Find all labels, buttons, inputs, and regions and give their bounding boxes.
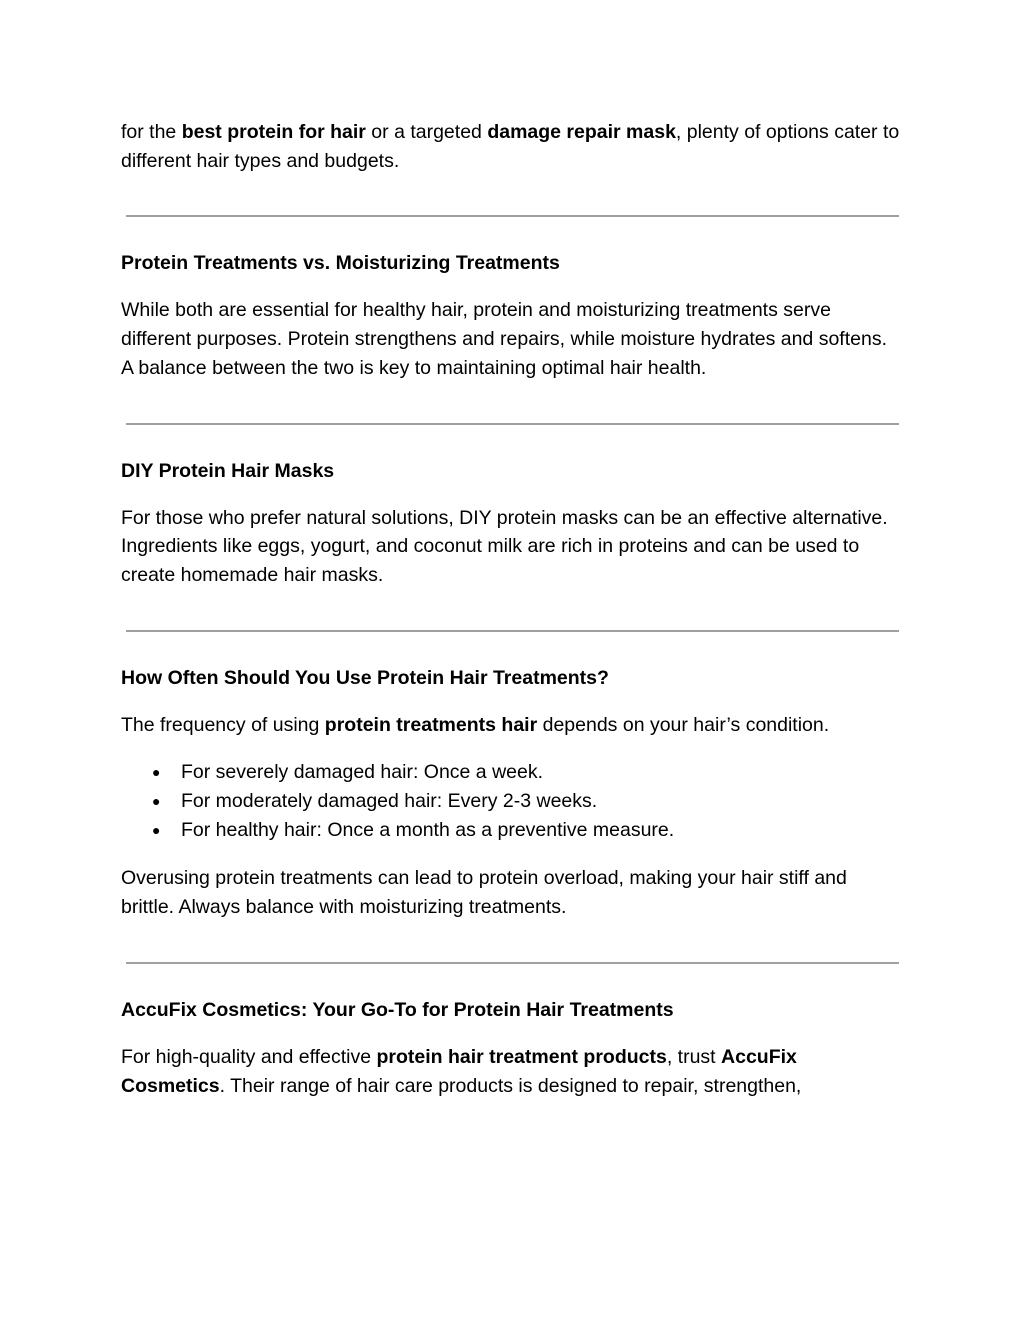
list-item-text: For moderately damaged hair: Every 2-3 weeks. (181, 790, 598, 813)
intro-bold-best-protein: best protein for hair (181, 121, 366, 143)
section-body-diy-masks: For those who prefer natural solutions, DIY protein masks can be an effective alternative. Ingredients like eggs, yogurt, and coconut milk are rich in proteins and can be used to create homemade hair masks. (121, 506, 888, 586)
intro-text: , plenty of options cater to different hair types and budgets. (121, 121, 900, 172)
bold-protein-hair-treatment-products: protein hair treatment products (376, 1045, 667, 1068)
section-body-accufix (121, 1043, 901, 1100)
list-item (121, 787, 901, 816)
section-divider (126, 630, 899, 632)
intro-text: for the (121, 121, 182, 143)
section-heading-how-often: How Often Should You Use Protein Hair Treatments? (121, 666, 609, 689)
section-body-protein-vs-moisturizing: While both are essential for healthy hair, protein and moisturizing treatments serve different purposes. Protein strengthens and repairs, while moisture hydrates and softens. A balance between the two is key to maintaining optimal hair health. (121, 299, 887, 379)
frequency-list (121, 758, 901, 844)
intro-bold-damage-repair: damage repair mask (487, 121, 676, 143)
section-heading-protein-vs-moisturizing: Protein Treatments vs. Moisturizing Treatments (121, 252, 560, 275)
bullet-icon: ● (152, 793, 161, 810)
section-heading-accufix: AccuFix Cosmetics: Your Go-To for Protein Hair Treatments (121, 998, 674, 1021)
body-text: , trust (666, 1045, 722, 1068)
section-closing-how-often: Overusing protein treatments can lead to protein overload, making your hair stiff and brittle. Always balance with moisturizing treatments. (121, 867, 847, 919)
section-divider (126, 962, 899, 964)
bullet-icon: ● (152, 821, 161, 838)
list-item (121, 816, 901, 845)
body-text: The frequency of using (121, 713, 325, 736)
document-page (121, 118, 901, 1100)
intro-text: or a targeted (365, 121, 488, 143)
bullet-icon: ● (152, 764, 161, 781)
body-text: For high-quality and effective (121, 1045, 377, 1068)
intro-paragraph (121, 118, 901, 175)
section-divider (126, 215, 899, 217)
bold-accufix-cosmetics: AccuFix Cosmetics (121, 1045, 797, 1097)
body-text: . Their range of hair care products is designed to repair, strengthen, (219, 1074, 802, 1097)
list-item-text: For severely damaged hair: Once a week. (181, 761, 544, 784)
body-text: depends on your hair’s condition. (537, 713, 830, 736)
list-item-text: For healthy hair: Once a month as a preventive measure. (181, 818, 675, 841)
bold-protein-treatments-hair: protein treatments hair (324, 713, 538, 736)
list-item (121, 758, 901, 787)
section-heading-diy-masks: DIY Protein Hair Masks (121, 459, 335, 482)
section-divider (126, 423, 899, 425)
section-body-how-often (121, 711, 901, 740)
